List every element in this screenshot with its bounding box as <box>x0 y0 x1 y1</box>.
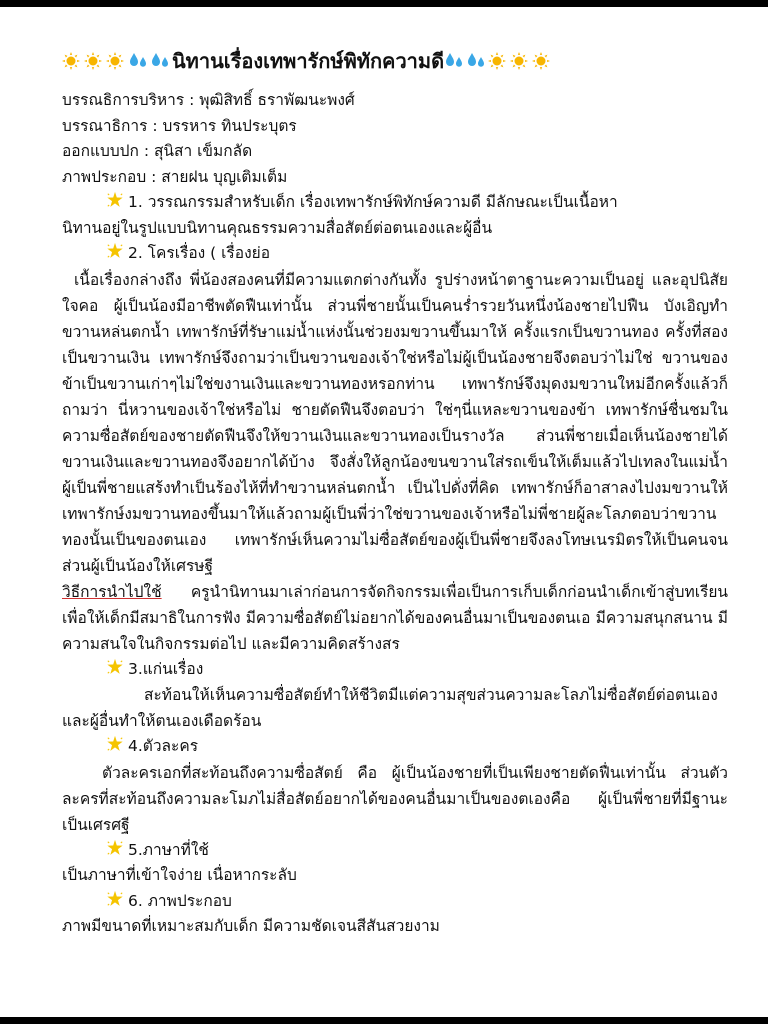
credit-cover-design: ออกแบบปก : สุนิสา เข็มกลัด <box>62 142 253 160</box>
sun-icon <box>84 52 102 70</box>
section-3-body: สะท้อนให้เห็นความซื่อสัตย์ทำให้ชีวิตมีแต่ความสุขส่วนความละโลภไม่ซื่อสัตย์ต่อตนเองและผู้อื่นทำให้ตนเองเดือดร้อน <box>62 686 718 730</box>
credit-editor: บรรณาธิการ : บรรหาร ทินประบุตร <box>62 116 297 135</box>
section-6-heading: 6. ภาพประกอบ <box>62 889 728 915</box>
usage-paragraph <box>62 579 728 657</box>
glowing-star-icon <box>106 242 124 260</box>
title-text: นิทานเรื่องเทพารักษ์พิทักความดี <box>172 49 445 73</box>
section-4-heading: 4.ตัวละคร <box>62 734 728 760</box>
sun-icon <box>488 52 506 70</box>
credit-illustration: ภาพประกอบ : สายฝน บุญเติมเต็ม <box>62 167 288 186</box>
usage-label: วิธีการนำไปใช้ <box>62 582 162 601</box>
glowing-star-icon <box>106 890 124 908</box>
credits <box>62 88 728 190</box>
usage-text: ครูนำนิทานมาเล่าก่อนการจัดกิจกรรมเพื่อเป็นการเก็บเด็กก่อนนำเด็กเข้าสู่บทเรียนเพื่อให้เด็กมีสมาธิในการฟัง มีความซื่อสัตย์ไม่อยากได้ของคนอื่นมาเป็นของตนเอ มีความสนุกสนาน มีความสนใจในกิจกรรมต่อไป และมีความคิดสร้างสร <box>62 582 728 653</box>
section-2-body: เนื้อเรื่องกล่างถึง พี่น้องสองคนที่มีความแตกต่างกันทั้ง รูปร่างหน้าตาฐานะความเป็นอยู่ และอุปนิสัยใจคอ ผู้เป็นน้องมีอาชีพตัดฟืนเท่านั้น ส่วนพี่ชายนั้นเป็นคนร่ำรวยวันหนึ่งน้องชายไปฟืน บังเอิญทำขวานหล่นตกน้ำ เทพารักษ์ที่รัษาแม่น้ำแห่งนั้นช่วยงมขวานขึ้นมาให้ ครั้งแรกเป็นขวานทอง ครั้งที่สองเป็นขวานเงิน เทพารักษ์จึงถามว่าเป็นขวานของเจ้าใช่หรือไม่ผู้เป็นน้องชายจึงตอบว่าไม่ใช่ ขวานของข้าเป็นขวานเก่าๆไม่ใช่ขงานเงินและขวานทองหรอกท่าน เทพารักษ์จึงมุดงมขวานใหม่อีกครั้งแล้วก็ถามว่า นี่หวานของเจ้าใช่หรือไม่ ชายตัดฟืนจึงตอบว่า ใช่ๆนี่แหละขวานของข้า เทพารักษ์ชื่นชมในความซื่อสัตย์ของชายตัดฟืนจึงให้ขวานเงินและขวานทองเป็นรางวัล ส่วนพี่ชายเมื่อเห็นน้องชายได้ขวานเงินและขวานทองจึงอยากได้บ้าง จึงสั่งให้ลูกน้องขนขวานใส่รถเข็นให้เต็มแล้วไปเทลงในแม่น้ำ ผู้เป็นพี่ชายแสร้งทำเป็นร้องไห้ที่ทำขวานหล่นตกน้ำ เป็นไปดั่งที่คิด เทพารักษ์ก็อาสาลงไปงมขวานให้ เทพารักษ์งมขวานทองขึ้นมาให้แล้วถามผู้เป็นพี่ว่าใช่ขวานของเจ้าหรือไม่พี่ชายผู้ละโลภตอบว่าขวานทองนั้นเป็นของตนเอง เทพารักษ์เห็นความไม่ซื่อสัตย์ของผู้เป็นพี่ชายจึงลงโทษเนรมิตรให้เป็นคนจนส่วนผู้เป็นน้องให้เศรษฐี <box>62 270 728 575</box>
droplets-icon <box>128 50 150 78</box>
sun-icon <box>62 52 80 70</box>
credit-editor-in-chief: บรรณธิการบริหาร : พุฒิสิทธิ์ ธราพัฒนะพงศ์ <box>62 91 355 109</box>
glowing-star-icon <box>106 839 124 857</box>
document-title <box>62 47 728 78</box>
droplets-icon <box>466 50 488 78</box>
section-1-continuation: นิทานอยู่ในรูปแบบนิทานคุณธรรมความสื่อสัตย์ต่อตนเองและผู้อื่น <box>62 218 493 237</box>
sun-icon <box>510 52 528 70</box>
section-4-body: ตัวละครเอกที่สะท้อนถึงความซื่อสัตย์ คือ ผู้เป็นน้องชายที่เป็นเพียงชายตัดฟื่นเท่านั้น ส่วนตัวละครที่สะท้อนถึงความละโมภไม่สื่อสัตย์อยากได้ของคนอื่นมาเป็นของตเองคือ ผู้เป็นพี่ชายที่มีฐานะเป็นเศรศฐี <box>62 763 728 834</box>
glowing-star-icon <box>106 735 124 753</box>
section-5-body: เป็นภาษาที่เข้าใจง่าย เนื่อหากระลับ <box>62 866 297 884</box>
section-5-heading: 5.ภาษาที่ใช้ <box>62 838 728 864</box>
glowing-star-icon <box>106 191 124 209</box>
sun-icon <box>106 52 124 70</box>
section-3-heading: 3.แก่นเรื่อง <box>62 657 728 683</box>
droplets-icon <box>444 50 466 78</box>
sun-icon <box>532 52 550 70</box>
section-6-body: ภาพมีขนาดที่เหมาะสมกับเด็ก มีความชัดเจนสีสันสวยงาม <box>62 917 440 935</box>
droplets-icon <box>150 50 172 78</box>
glowing-star-icon <box>106 658 124 676</box>
document-page <box>0 7 768 1017</box>
section-2-heading: 2. โครเรื่อง ( เรื่องย่อ <box>62 241 728 267</box>
section-1-heading: 1. วรรณกรรมสำหรับเด็ก เรื่องเทพารักษ์พิทักษ์ความดี มีลักษณะเป็นเนื้อหา <box>62 190 728 216</box>
